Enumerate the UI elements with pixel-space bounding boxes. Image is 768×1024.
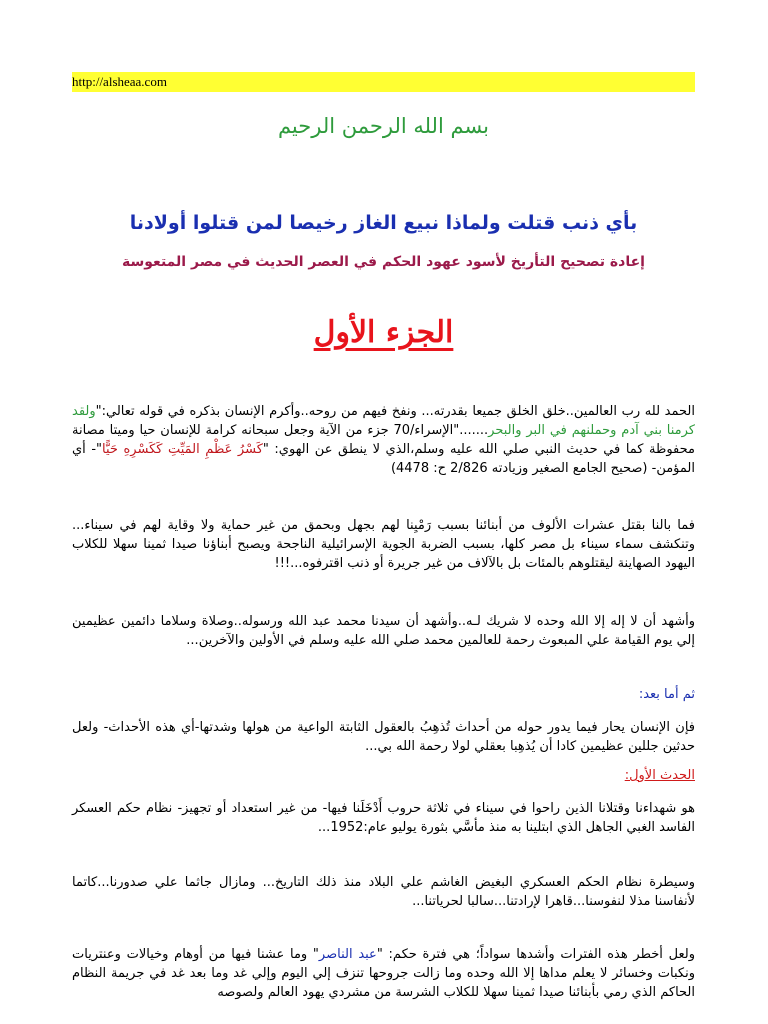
then-after-heading: ثم أما بعد: [638, 687, 695, 702]
sub-title: إعادة تصحيح التأريخ لأسود عهود الحكم في العصر الحديث في مصر المتعوسة [122, 254, 645, 270]
nasser-text-b: " وما عشنا فيها من أوهام وخيالات وعنتريات ونكبات وخسائر لا يعلم مداها إلا الله وحده وما زالت جروحها تنزف إلي اليوم وإلي غد وما بعد غد في جريمة النظام الحاكم الذي رمي بأبنائنا صيدا ثمينا سهلا للكلاب الشرسة من مشردي يهود العالم ولصوصه [72, 947, 695, 1000]
nasser-name: عبد الناصر [318, 947, 377, 962]
paragraph-martyrs: هو شهداءنا وقتلانا الذين راحوا في سيناء في ثلاثة حروب أَدْخَلَنا فيها- من غير استعداد أو تجهيز- نظام حكم العسكر الفاسد الغبي الجاهل الذي ابتلينا به منذ مأسَّي بثورة يوليو عام:1952... [72, 801, 695, 835]
paragraph-nasser [72, 945, 695, 1002]
first-event-heading: الحدث الأول: [624, 768, 695, 783]
paragraph-sinai: فما بالنا بقتل عشرات الألوف من أبنائنا بسبب رَمْيِنا لهم بجهل وبحمق من غير حماية ولا وقاية لهم في سيناء... وتنكشف سماء سيناء بل مصر كلها، بسبب الضربة الجوية الإسرائيلية الناجحة ويصبح أبناؤنا صيدا ثمينا سهلا للكلاب اليهود الصهاينة ليقتلوهم بالمئات بل بالآلاف من غير جريرة أو ذنب اقترفوه...!!! [72, 518, 695, 571]
praise-text-a: الحمد لله رب العالمين..خلق الخلق جميعا بقدرته... ونفخ فيهم من روحه..وأكرم الإنسان بذكره في قوله تعالي:" [95, 404, 695, 419]
site-url[interactable]: http://alsheaa.com [72, 72, 695, 92]
part-title: الجزء الأول [313, 315, 454, 350]
praise-text-b: ......."الإسراء/70 جزء من الآية وجعل سبحانه كرامة للإنسان حيا وميتا مصانة محفوظة كما في حديث النبي صلي الله عليه وسلم،الذي لا ينطق عن الهوي: " [72, 423, 695, 457]
hadith-quote: كَسْرُ عَظْمِ المَيِّتِ كَكَسْرِهِ حَيًّا [102, 442, 263, 457]
paragraph-military-rule: وسيطرة نظام الحكم العسكري البغيض الغاشم علي البلاد منذ ذلك التاريخ... ومازال جاثما علي صدورنا...كاتما لأنفاسنا مذلا لنفوسنا...قاهرا لإرادتنا...سالبا لحرياتنا... [72, 875, 695, 909]
basmala: بسم الله الرحمن الرحيم [277, 114, 490, 138]
paragraph-events-intro: فإن الإنسان يحار فيما يدور حوله من أحداث تُذهِبُ بالعقول الثابتة الواعية من هولها وشدتها-أي هذه الأحداث- ولعل حدثين جللين عظيمين كادا أن يُذهِبا بعقلي لولا رحمة الله بي... [72, 720, 695, 754]
paragraph-praise [72, 402, 695, 478]
nasser-text-a: ولعل أخطر هذه الفترات وأشدها سواداً؛ هي فترة حكم: " [376, 947, 695, 962]
paragraph-shahada: وأشهد أن لا إله إلا الله وحده لا شريك لـه..وأشهد أن سيدنا محمد عبد الله ورسوله..وصلاة وسلاما دائمين عظيمين إلي يوم القيامة علي المبعوث رحمة للعالمين محمد صلي الله عليه وسلم في الأولين والآخرين... [72, 614, 695, 648]
main-title: بأي ذنب قتلت ولماذا نبيع الغاز رخيصا لمن قتلوا أولادنا [129, 212, 638, 234]
quran-quote: ولقد كرمنا بني آدم وحملنهم في البر والبحر [72, 404, 695, 438]
praise-text-c: "- أي المؤمن- (صحيح الجامع الصغير وزيادته 2/826 ح: 4478) [72, 442, 695, 476]
